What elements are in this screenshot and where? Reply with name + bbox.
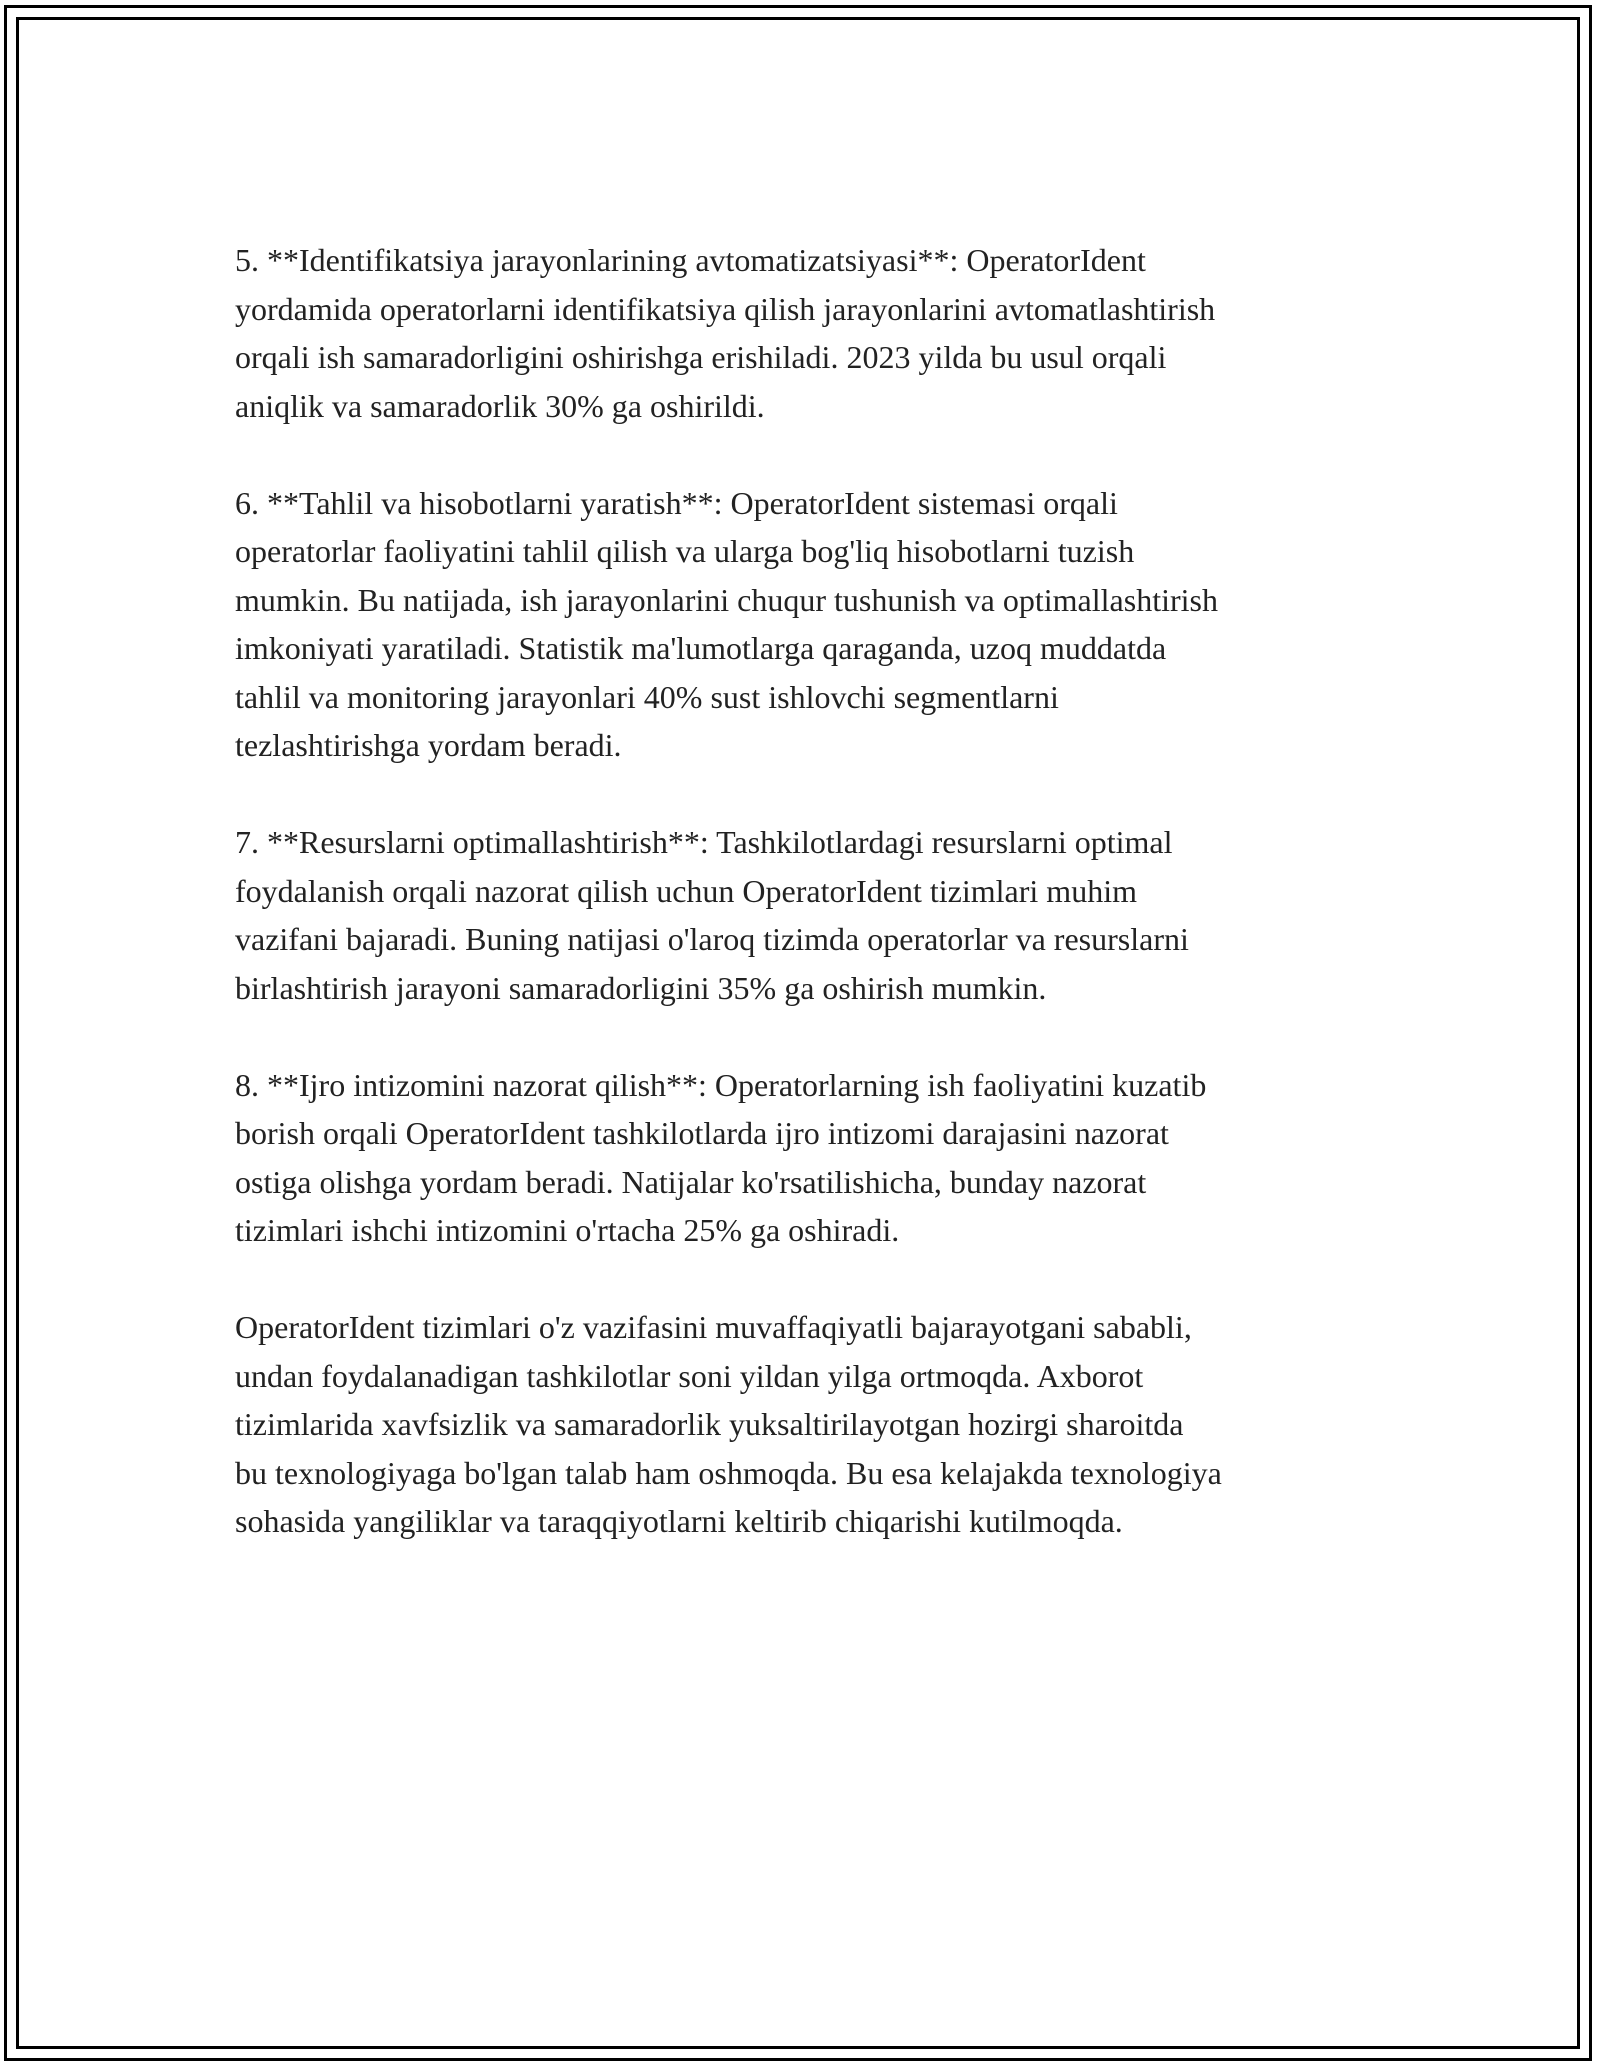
text-line: 6. **Tahlil va hisobotlarni yaratish**: OperatorIdent sistemasi orqali <box>235 484 1118 521</box>
paragraph-conclusion <box>235 1303 1395 1546</box>
text-line: sohasida yangiliklar va taraqqiyotlarni keltirib chiqarishi kutilmoqda. <box>235 1503 1123 1539</box>
text-line: tahlil va monitoring jarayonlari 40% sust ishlovchi segmentlarni <box>235 678 1059 715</box>
text-line: tizimlarida xavfsizlik va samaradorlik yuksaltirilayotgan hozirgi sharoitda <box>235 1406 1184 1442</box>
text-line: operatorlar faoliyatini tahlil qilish va ularga bog'liq hisobotlarni tuzish <box>235 533 1135 569</box>
text-line: undan foydalanadigan tashkilotlar soni yildan yilga ortmoqda. Axborot <box>235 1357 1144 1394</box>
document-body <box>235 236 1395 1546</box>
paragraph-item-6 <box>235 479 1395 770</box>
text-line: birlashtirish jarayoni samaradorligini 35% ga oshirish mumkin. <box>235 969 1047 1006</box>
paragraph-item-8 <box>235 1061 1395 1255</box>
text-line: ostiga olishga yordam beradi. Natijalar ko'rsatilishicha, bunday nazorat <box>235 1163 1147 1200</box>
text-line: foydalanish orqali nazorat qilish uchun OperatorIdent tizimlari muhim <box>235 872 1137 909</box>
text-line: 5. **Identifikatsiya jarayonlarining avtomatizatsiyasi**: OperatorIdent <box>235 242 1146 278</box>
text-line: aniqlik va samaradorlik 30% ga oshirildi. <box>235 387 765 424</box>
text-line: tizimlari ishchi intizomini o'rtacha 25% ga oshiradi. <box>235 1212 900 1248</box>
text-line: tezlashtirishga yordam beradi. <box>235 727 622 763</box>
text-line: yordamida operatorlarni identifikatsiya qilish jarayonlarini avtomatlashtirish <box>235 290 1216 327</box>
paragraph-item-7 <box>235 818 1395 1012</box>
text-line: 8. **Ijro intizomini nazorat qilish**: Operatorlarning ish faoliyatini kuzatib <box>235 1066 1207 1103</box>
text-line: mumkin. Bu natijada, ish jarayonlarini chuqur tushunish va optimallashtirish <box>235 581 1218 618</box>
paragraph-item-5 <box>235 236 1395 430</box>
text-line: OperatorIdent tizimlari o'z vazifasini muvaffaqiyatli bajarayotgani sababli, <box>235 1309 1192 1345</box>
text-line: orqali ish samaradorligini oshirishga erishiladi. 2023 yilda bu usul orqali <box>235 339 1167 375</box>
text-line: vazifani bajaradi. Buning natijasi o'laroq tizimda operatorlar va resurslarni <box>235 921 1189 957</box>
text-line: borish orqali OperatorIdent tashkilotlarda ijro intizomi darajasini nazorat <box>235 1115 1169 1151</box>
text-line: imkoniyati yaratiladi. Statistik ma'lumotlarga qaraganda, uzoq muddatda <box>235 630 1167 666</box>
text-line: bu texnologiyaga bo'lgan talab ham oshmoqda. Bu esa kelajakda texnologiya <box>235 1454 1222 1491</box>
text-line: 7. **Resurslarni optimallashtirish**: Tashkilotlardagi resurslarni optimal <box>235 824 1173 860</box>
